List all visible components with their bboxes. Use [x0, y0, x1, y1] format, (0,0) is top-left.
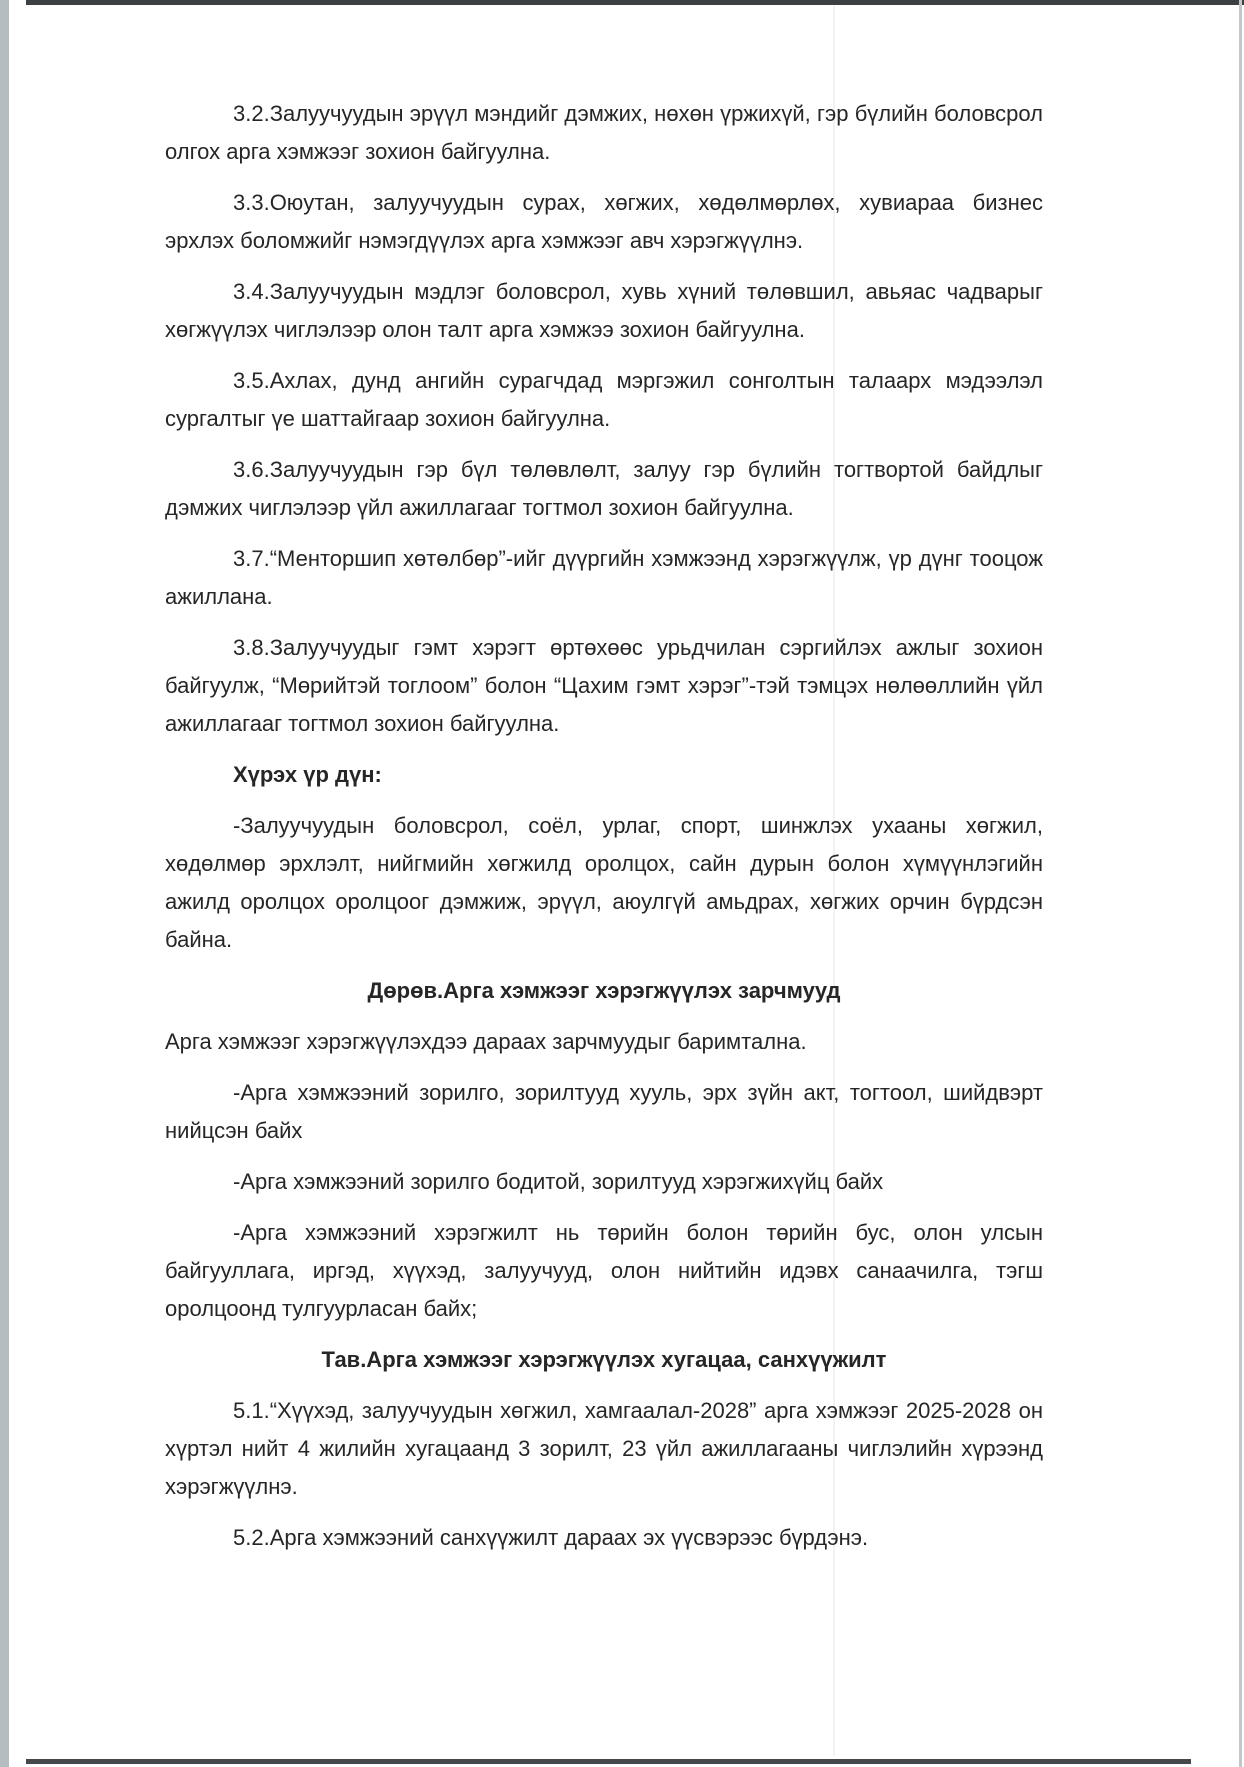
document-body: [165, 95, 1043, 1570]
paragraph-3-6: 3.6.Залуучуудын гэр бүл төлөвлөлт, залуу гэр бүлийн тогтвортой байдлыг дэмжих чиглэлээр үйл ажиллагааг тогтмол зохион байгуулна.: [165, 457, 1043, 520]
paragraph-3-3: 3.3.Оюутан, залуучуудын сурах, хөгжих, хөдөлмөрлөх, хувиараа бизнес эрхлэх боломжийг нэмэгдүүлэх арга хэмжээг авч хэрэгжүүлнэ.: [165, 190, 1043, 253]
principle-item-1: -Арга хэмжээний зорилго, зорилтууд хууль, эрх зүйн акт, тогтоол, шийдвэрт нийцсэн байх: [165, 1080, 1043, 1143]
section-four-heading: Дөрөв.Арга хэмжээг хэрэгжүүлэх зарчмууд: [367, 978, 841, 1003]
paragraph-3-4: 3.4.Залуучуудын мэдлэг боловсрол, хувь хүний төлөвшил, авьяас чадварыг хөгжүүлэх чиглэлээр олон талт арга хэмжээ зохион байгуулна.: [165, 279, 1043, 342]
scan-edge-top: [26, 0, 1244, 5]
paragraph-3-2: 3.2.Залуучуудын эрүүл мэндийг дэмжих, нөхөн үржихүй, гэр бүлийн боловсрол олгох арга хэмжээг зохион байгуулна.: [165, 101, 1043, 164]
principle-item-2: -Арга хэмжээний зорилго бодитой, зорилтууд хэрэгжихүйц байх: [233, 1169, 884, 1194]
expected-results-heading: Хүрэх үр дүн:: [233, 762, 382, 787]
scan-edge-right: [1239, 0, 1242, 1767]
paragraph-5-1: 5.1.“Хүүхэд, залуучуудын хөгжил, хамгаалал-2028” арга хэмжээг 2025-2028 он хүртэл нийт 4 жилийн хугацаанд 3 зорилт, 23 үйл ажиллагааны чиглэлийн хүрээнд хэрэгжүүлнэ.: [165, 1398, 1043, 1499]
paragraph-3-7: 3.7.“Менторшип хөтөлбөр”-ийг дүүргийн хэмжээнд хэрэгжүүлж, үр дүнг тооцож ажиллана.: [165, 546, 1043, 609]
paragraph-3-8: 3.8.Залуучуудыг гэмт хэрэгт өртөхөөс урьдчилан сэргийлэх ажлыг зохион байгуулж, “Мөрийтэй тоглоом” болон “Цахим гэмт хэрэг”-тэй тэмцэх нөлөөллийн үйл ажиллагааг тогтмол зохион байгуулна.: [165, 635, 1043, 736]
paragraph-3-5: 3.5.Ахлах, дунд ангийн сурагчдад мэргэжил сонголтын талаарх мэдээлэл сургалтыг үе шаттайгаар зохион байгуулна.: [165, 368, 1043, 431]
scan-edge-bottom: [26, 1759, 1191, 1764]
paragraph-5-2: 5.2.Арга хэмжээний санхүүжилт дараах эх үүсвэрээс бүрдэнэ.: [233, 1525, 869, 1550]
scan-edge-left: [0, 0, 9, 1767]
section-five-heading: Тав.Арга хэмжээг хэрэгжүүлэх хугацаа, санхүүжилт: [321, 1347, 887, 1372]
principles-intro-paragraph: Арга хэмжээг хэрэгжүүлэхдээ дараах зарчмуудыг баримтална.: [165, 1029, 807, 1054]
expected-results-paragraph: -Залуучуудын боловсрол, соёл, урлаг, спорт, шинжлэх ухааны хөгжил, хөдөлмөр эрхлэлт, нийгмийн хөгжилд оролцох, сайн дурын болон хүмүүнлэгийн ажилд оролцох оролцоог дэмжиж, эрүүл, аюулгүй амьдрах, хөгжих орчин бүрдсэн байна.: [165, 813, 1043, 952]
principle-item-3: -Арга хэмжээний хэрэгжилт нь төрийн болон төрийн бус, олон улсын байгууллага, иргэд, хүүхэд, залуучууд, олон нийтийн идэвх санаачилга, тэгш оролцоонд тулгуурласан байх;: [165, 1220, 1043, 1321]
